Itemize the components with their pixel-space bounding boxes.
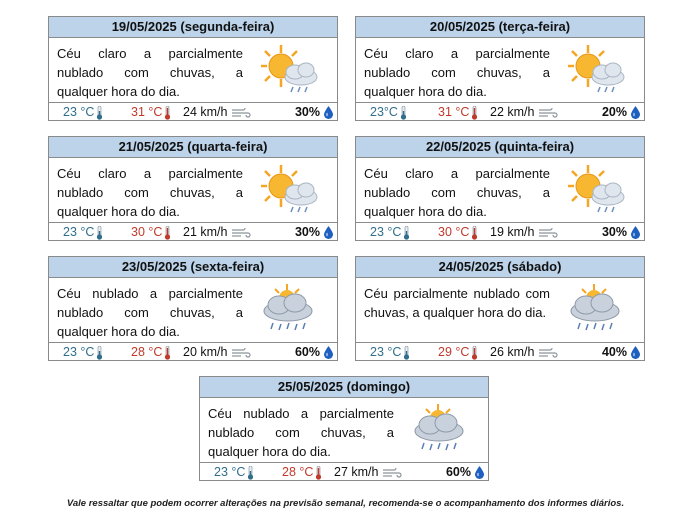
raindrop-icon [320, 345, 333, 359]
sun-cloud-rain-icon [253, 43, 323, 95]
min-temperature: 23 °C [63, 343, 103, 362]
wind-speed: 27 km/h [334, 463, 402, 482]
min-temperature: 23 °C [370, 223, 410, 242]
thermometer-cold-icon [398, 105, 407, 119]
cloud-rain-sun-icon [404, 403, 474, 455]
thermometer-hot-icon [469, 225, 478, 239]
thermometer-hot-icon [313, 465, 322, 479]
min-temperature: 23 °C [63, 103, 103, 122]
wind-icon [227, 105, 251, 119]
raindrop-icon [320, 105, 333, 119]
forecast-date: 25/05/2025 (domingo) [200, 377, 488, 398]
rain-probability: 30% [295, 103, 333, 122]
forecast-card [199, 376, 489, 481]
forecast-date: 24/05/2025 (sábado) [356, 257, 644, 278]
thermometer-cold-icon [245, 465, 254, 479]
forecast-description: Céu claro a parcialmente nublado com chuvas, a qualquer hora do dia. [57, 166, 243, 219]
thermometer-hot-icon [469, 345, 478, 359]
raindrop-icon [627, 105, 640, 119]
rain-probability: 60% [295, 343, 333, 362]
min-temperature: 23 °C [370, 343, 410, 362]
forecast-date: 21/05/2025 (quarta-feira) [49, 137, 337, 158]
thermometer-hot-icon [469, 105, 478, 119]
max-temperature: 30 °C [438, 223, 478, 242]
wind-icon [534, 345, 558, 359]
min-temperature: 23°C [370, 103, 407, 122]
forecast-description: Céu parcialmente nublado com chuvas, a qualquer hora do dia. [364, 286, 550, 320]
forecast-description: Céu claro a parcialmente nublado com chuvas, a qualquer hora do dia. [57, 46, 243, 99]
forecast-description: Céu nublado a parcialmente nublado com chuvas, a qualquer hora do dia. [208, 406, 394, 459]
forecast-card [48, 16, 338, 121]
wind-speed: 20 km/h [183, 343, 251, 362]
min-temperature: 23 °C [214, 463, 254, 482]
rain-probability: 40% [602, 343, 640, 362]
sun-cloud-rain-icon [560, 43, 630, 95]
wind-icon [227, 345, 251, 359]
wind-speed: 24 km/h [183, 103, 251, 122]
wind-speed: 22 km/h [490, 103, 558, 122]
thermometer-hot-icon [162, 225, 171, 239]
forecast-description: Céu claro a parcialmente nublado com chuvas, a qualquer hora do dia. [364, 46, 550, 99]
wind-speed: 26 km/h [490, 343, 558, 362]
cloud-rain-sun-icon [560, 283, 630, 335]
rain-probability: 20% [602, 103, 640, 122]
sun-cloud-rain-icon [560, 163, 630, 215]
max-temperature: 31 °C [131, 103, 171, 122]
rain-probability: 60% [446, 463, 484, 482]
wind-icon [378, 465, 402, 479]
raindrop-icon [320, 225, 333, 239]
wind-icon [227, 225, 251, 239]
sun-cloud-rain-icon [253, 163, 323, 215]
forecast-card [355, 136, 645, 241]
forecast-date: 22/05/2025 (quinta-feira) [356, 137, 644, 158]
forecast-date: 19/05/2025 (segunda-feira) [49, 17, 337, 38]
forecast-card [48, 136, 338, 241]
max-temperature: 31 °C [438, 103, 478, 122]
forecast-card [48, 256, 338, 361]
wind-icon [534, 225, 558, 239]
wind-icon [534, 105, 558, 119]
wind-speed: 21 km/h [183, 223, 251, 242]
thermometer-cold-icon [401, 345, 410, 359]
max-temperature: 30 °C [131, 223, 171, 242]
raindrop-icon [627, 345, 640, 359]
thermometer-hot-icon [162, 105, 171, 119]
max-temperature: 28 °C [131, 343, 171, 362]
max-temperature: 28 °C [282, 463, 322, 482]
rain-probability: 30% [602, 223, 640, 242]
wind-speed: 19 km/h [490, 223, 558, 242]
thermometer-cold-icon [401, 225, 410, 239]
forecast-card [355, 256, 645, 361]
thermometer-cold-icon [94, 345, 103, 359]
max-temperature: 29 °C [438, 343, 478, 362]
rain-probability: 30% [295, 223, 333, 242]
min-temperature: 23 °C [63, 223, 103, 242]
disclaimer-note: Vale ressaltar que podem ocorrer alterações na previsão semanal, recomenda-se o acompanhamento dos informes diários. [66, 498, 625, 509]
thermometer-cold-icon [94, 225, 103, 239]
cloud-rain-sun-icon [253, 283, 323, 335]
forecast-card [355, 16, 645, 121]
forecast-date: 23/05/2025 (sexta-feira) [49, 257, 337, 278]
raindrop-icon [471, 465, 484, 479]
raindrop-icon [627, 225, 640, 239]
forecast-date: 20/05/2025 (terça-feira) [356, 17, 644, 38]
forecast-description: Céu nublado a parcialmente nublado com chuvas, a qualquer hora do dia. [57, 286, 243, 339]
thermometer-hot-icon [162, 345, 171, 359]
thermometer-cold-icon [94, 105, 103, 119]
forecast-description: Céu claro a parcialmente nublado com chuvas, a qualquer hora do dia. [364, 166, 550, 219]
